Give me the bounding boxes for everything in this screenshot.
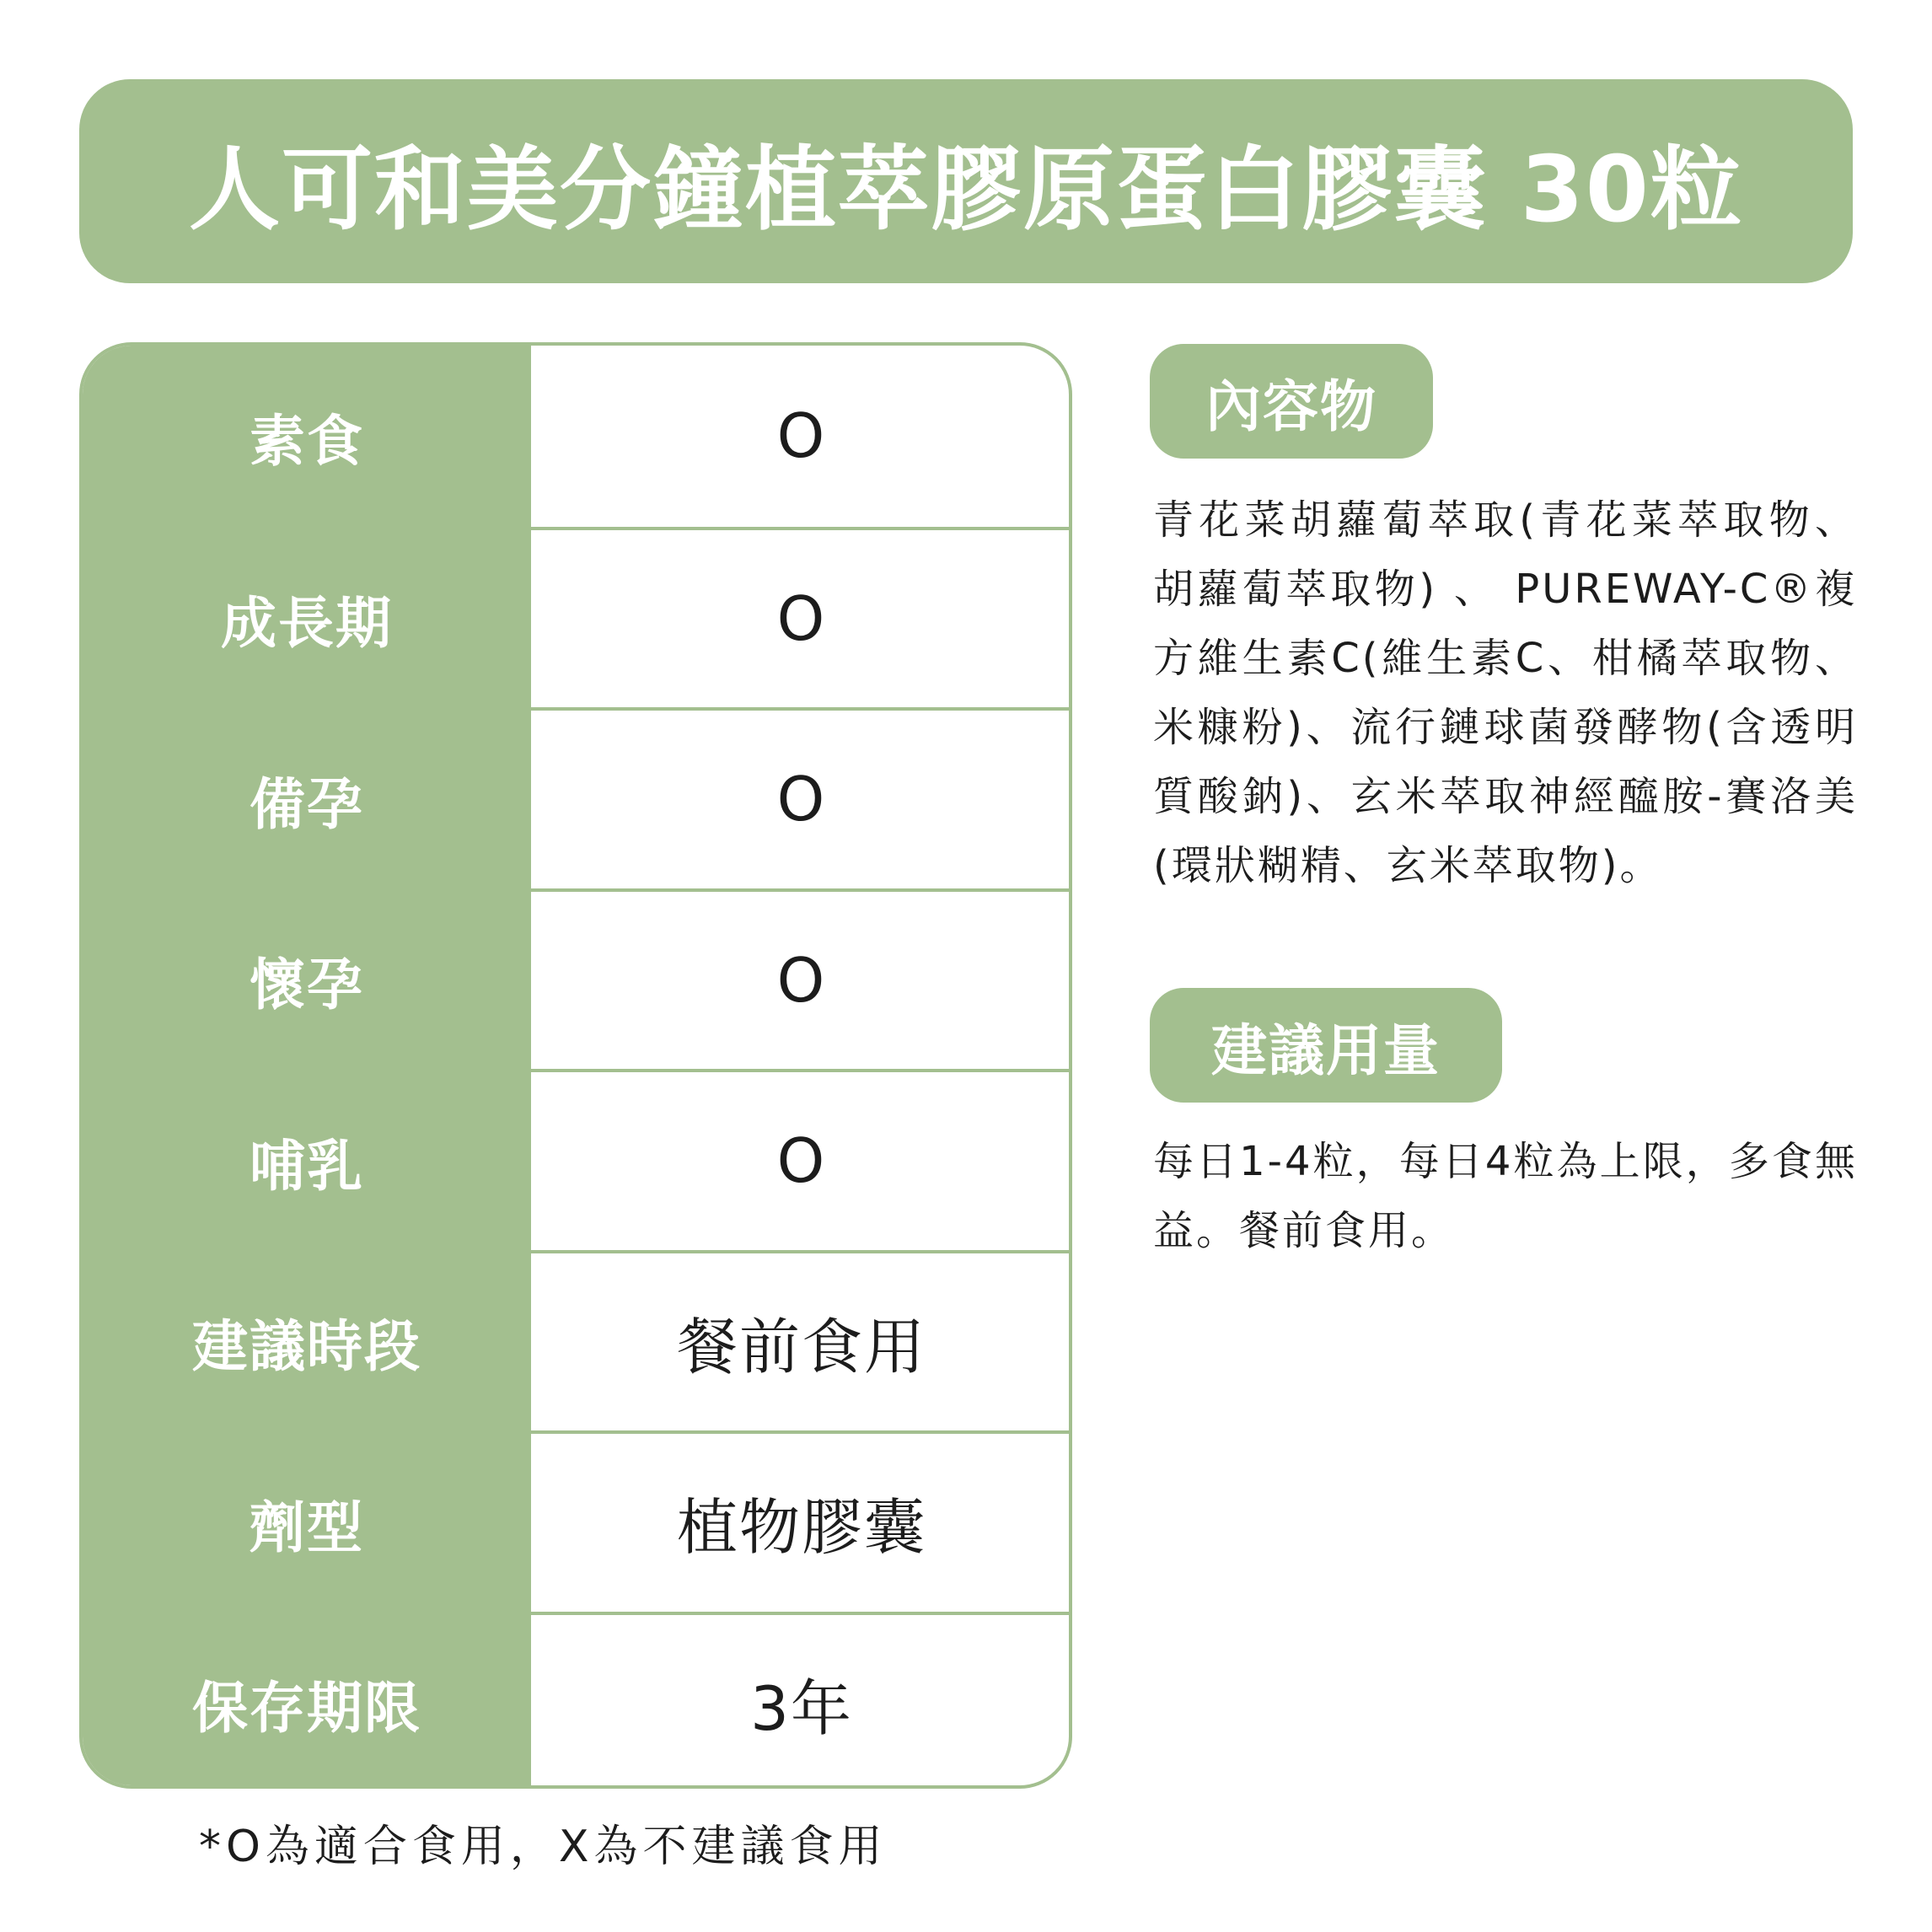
row-label: 建議時段 <box>83 1253 534 1431</box>
spec-table <box>79 342 1072 1789</box>
contents-text: 青花菜胡蘿蔔萃取(青花菜萃取物、胡蘿蔔萃取物) 、 PUREWAY-C®複方維生素C(維生素C、柑橘萃取物、米糠粉)、流行鏈球菌發酵物(含透明質酸鈉)、玄米萃取神經醯胺-賽洛美(環狀糊精、玄米萃取物)。 <box>1153 496 1858 889</box>
row-value: 餐前食用 <box>676 1311 926 1382</box>
table-row <box>83 1069 1069 1250</box>
row-value: 3年 <box>750 1672 853 1744</box>
row-label: 懷孕 <box>83 892 534 1070</box>
table-row <box>83 1430 1069 1612</box>
row-label: 哺乳 <box>83 1072 534 1250</box>
row-value: O <box>776 764 827 835</box>
row-label: 劑型 <box>83 1434 534 1612</box>
row-value: O <box>776 582 827 654</box>
row-label: 素食 <box>83 346 534 527</box>
contents-heading: 內容物 <box>1150 344 1433 459</box>
table-row <box>83 1612 1069 1790</box>
table-footnote: *O為適合食用，X為不建議食用 <box>199 1822 888 1872</box>
row-label: 成長期 <box>83 530 534 708</box>
row-value: O <box>776 944 827 1016</box>
table-row <box>83 888 1069 1070</box>
table-row <box>83 707 1069 888</box>
table-row <box>83 1250 1069 1431</box>
title-banner <box>79 79 1853 283</box>
row-value: 植物膠囊 <box>676 1492 926 1564</box>
row-label: 備孕 <box>83 711 534 888</box>
row-value: O <box>776 400 827 472</box>
dosage-heading: 建議用量 <box>1150 988 1502 1103</box>
row-value: O <box>776 1125 827 1197</box>
table-row <box>83 346 1069 527</box>
product-title: 人可和美分鐘植萃膠原蛋白膠囊 30粒 <box>189 137 1743 243</box>
dosage-text: 每日1-4粒，每日4粒為上限，多食無益。餐前食用。 <box>1153 1138 1858 1254</box>
table-row <box>83 527 1069 708</box>
row-label: 保存期限 <box>83 1615 534 1790</box>
